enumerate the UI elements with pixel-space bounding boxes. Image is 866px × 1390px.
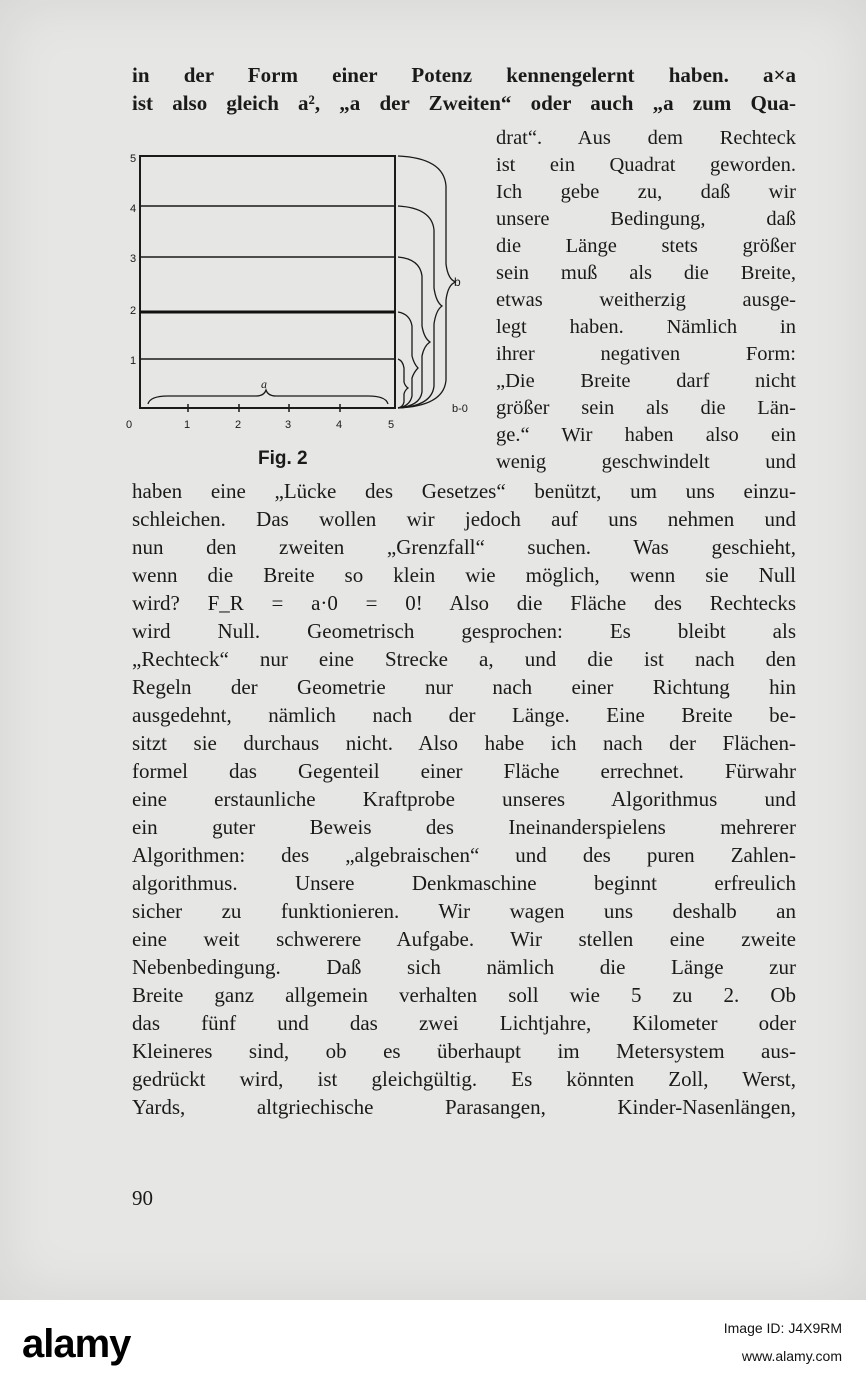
watermark-logo: alamy: [22, 1322, 131, 1366]
y-tick-label: 2: [130, 305, 137, 317]
y-tick-label: 3: [130, 253, 137, 265]
text-line: Nebenbedingung. Daß sich nämlich die Länge zur: [132, 955, 796, 979]
image-id: Image ID: J4X9RM: [723, 1320, 842, 1336]
text-line: legt haben. Nämlich in: [496, 316, 796, 338]
y-tick-label: 5: [130, 153, 137, 165]
x-tick-label: 0: [126, 419, 133, 431]
brace-a: [148, 390, 388, 404]
text-line: sein muß als die Breite,: [496, 262, 796, 284]
text-line: Kleineres sind, ob es überhaupt im Metersystem aus-: [132, 1039, 796, 1063]
text-line: ihrer negativen Form:: [496, 343, 796, 365]
text-line: eine weit schwerere Aufgabe. Wir stellen eine zweite: [132, 927, 796, 951]
text-line: ist ein Quadrat geworden.: [496, 154, 796, 176]
text-line: ausgedehnt, nämlich nach der Länge. Eine Breite be-: [132, 703, 796, 727]
text-line: Ich gebe zu, daß wir: [496, 181, 796, 203]
text-line: sitzt sie durchaus nicht. Also habe ich nach der Flächen-: [132, 731, 796, 755]
text-line: ge.“ Wir haben also ein: [496, 424, 796, 446]
label-b-zero: b-0: [452, 403, 468, 415]
text-line: etwas weitherzig ausge-: [496, 289, 796, 311]
x-tick-label: 3: [285, 419, 292, 431]
text-line: formel das Gegenteil einer Fläche errechnet. Fürwahr: [132, 759, 796, 783]
x-tick-label: 2: [235, 419, 242, 431]
x-tick-label: 5: [388, 419, 395, 431]
y-tick-label: 4: [130, 203, 137, 215]
x-tick-label: 4: [336, 419, 343, 431]
text-line: wenn die Breite so klein wie möglich, wenn sie Null: [132, 563, 796, 587]
text-line: wird? F_R = a·0 = 0! Also die Fläche des Rechtecks: [132, 591, 796, 615]
text-line: gedrückt wird, ist gleichgültig. Es könnten Zoll, Werst,: [132, 1067, 796, 1091]
text-line: ist also gleich a², „a der Zweiten“ oder auch „a zum Qua-: [132, 91, 796, 115]
text-line: drat“. Aus dem Rechteck: [496, 127, 796, 149]
text-line: wenig geschwindelt und: [496, 451, 796, 473]
text-line: algorithmus. Unsere Denkmaschine beginnt erfreulich: [132, 871, 796, 895]
figure-caption: Fig. 2: [258, 448, 308, 469]
page-number: 90: [132, 1186, 153, 1210]
watermark-footer: [0, 1300, 866, 1390]
figure-rectangle-diagram: [118, 146, 483, 436]
y-tick-label: 1: [130, 355, 137, 367]
brace-b: [398, 156, 456, 408]
text-line: größer sein als die Län-: [496, 397, 796, 419]
label-b: b: [454, 275, 461, 289]
site-url: www.alamy.com: [741, 1348, 842, 1364]
text-line: Yards, altgriechische Parasangen, Kinder-Nasenlängen,: [132, 1095, 796, 1119]
text-line: wird Null. Geometrisch gesprochen: Es bleibt als: [132, 619, 796, 643]
text-line: die Länge stets größer: [496, 235, 796, 257]
text-line: sicher zu funktionieren. Wir wagen uns deshalb an: [132, 899, 796, 923]
x-tick-label: 1: [184, 419, 191, 431]
text-line: nun den zweiten „Grenzfall“ suchen. Was geschieht,: [132, 535, 796, 559]
text-line: schleichen. Das wollen wir jedoch auf uns nehmen und: [132, 507, 796, 531]
text-line: ein guter Beweis des Ineinanderspielens mehrerer: [132, 815, 796, 839]
text-line: „Rechteck“ nur eine Strecke a, und die ist nach den: [132, 647, 796, 671]
square-outline: [140, 156, 395, 408]
text-line: unsere Bedingung, daß: [496, 208, 796, 230]
label-a: a: [261, 377, 267, 391]
text-line: Algorithmen: des „algebraischen“ und des puren Zahlen-: [132, 843, 796, 867]
text-line: eine erstaunliche Kraftprobe unseres Algorithmus und: [132, 787, 796, 811]
text-line: Regeln der Geometrie nur nach einer Richtung hin: [132, 675, 796, 699]
text-line: in der Form einer Potenz kennengelernt haben. a×a: [132, 63, 796, 87]
text-line: das fünf und das zwei Lichtjahre, Kilometer oder: [132, 1011, 796, 1035]
text-line: „Die Breite darf nicht: [496, 370, 796, 392]
text-line: Breite ganz allgemein verhalten soll wie 5 zu 2. Ob: [132, 983, 796, 1007]
text-line: haben eine „Lücke des Gesetzes“ benützt, um uns einzu-: [132, 479, 796, 503]
